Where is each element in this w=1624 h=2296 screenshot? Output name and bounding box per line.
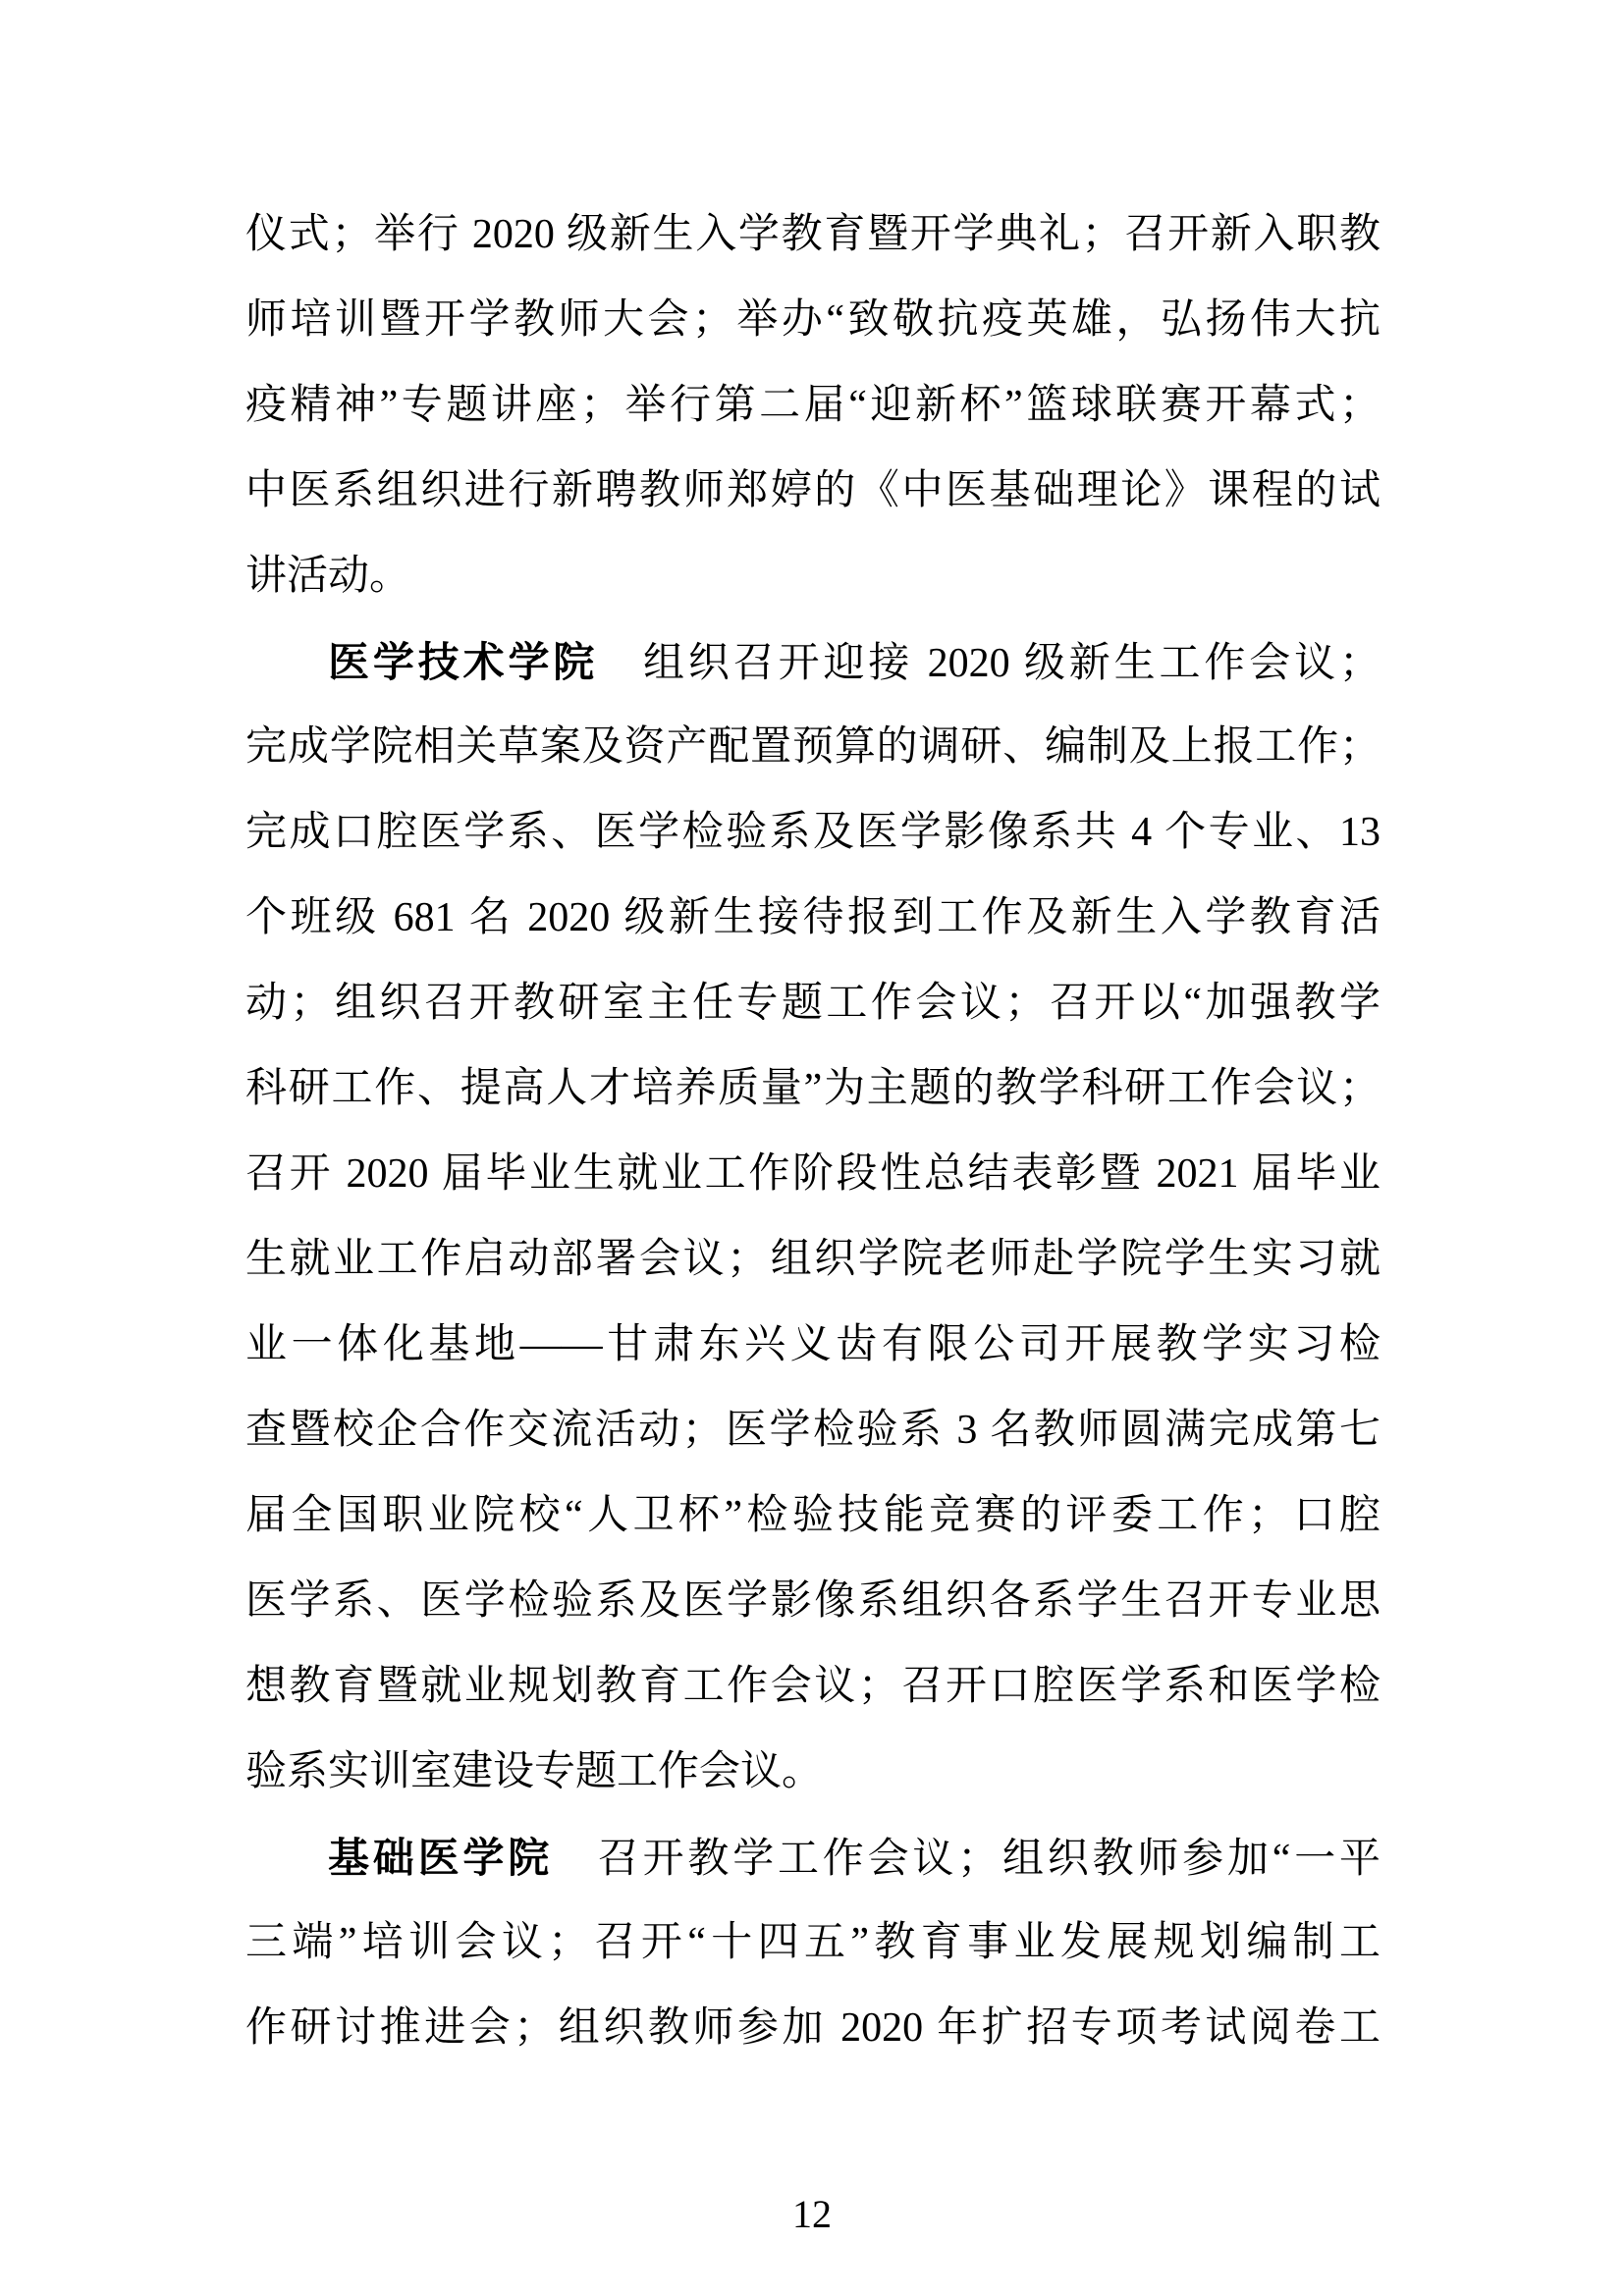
text-line <box>245 619 1380 705</box>
text-line: 召开 2020 届毕业生就业工作阶段性总结表彰暨 2021 届毕业 <box>245 1151 1380 1197</box>
text-line: 动；组织召开教研室主任专题工作会议；召开以“加强教学 <box>245 981 1380 1026</box>
text-line: 中医系组织进行新聘教师郑婷的《中医基础理论》课程的试 <box>245 468 1380 513</box>
page-number: 12 <box>792 2192 832 2236</box>
text-line: 届全国职业院校“人卫杯”检验技能竞赛的评委工作；口腔 <box>245 1493 1380 1538</box>
paragraph-continuation <box>245 192 1380 619</box>
text-line <box>245 1815 1380 1900</box>
paragraph-medical-technology-college <box>245 619 1380 1815</box>
text-line: 业一体化基地——甘肃东兴义齿有限公司开展教学实习检 <box>245 1322 1380 1367</box>
text-line: 查暨校企合作交流活动；医学检验系 3 名教师圆满完成第七 <box>245 1408 1380 1453</box>
line-text: 组织召开迎接 2020 级新生工作会议； <box>598 641 1380 686</box>
text-line: 完成口腔医学系、医学检验系及医学影像系共 4 个专业、13 <box>245 810 1380 855</box>
paragraph-basic-medical-college <box>245 1815 1380 2071</box>
text-line: 个班级 681 名 2020 级新生接待报到工作及新生入学教育活 <box>245 895 1380 940</box>
text-line: 三端”培训会议；召开“十四五”教育事业发展规划编制工 <box>245 1920 1380 1965</box>
line-text: 召开教学工作会议；组织教师参加“一平 <box>553 1837 1380 1882</box>
text-line: 医学系、医学检验系及医学影像系组织各系学生召开专业思 <box>245 1578 1380 1624</box>
text-line: 验系实训室建设专题工作会议。 <box>245 1749 824 1794</box>
section-lead: 医学技术学院 <box>328 639 599 685</box>
section-lead: 基础医学院 <box>328 1835 553 1881</box>
text-line: 讲活动。 <box>245 554 411 599</box>
text-body <box>245 192 1380 2071</box>
text-line: 作研讨推进会；组织教师参加 2020 年扩招专项考试阅卷工 <box>245 2005 1380 2051</box>
text-line: 仪式；举行 2020 级新生入学教育暨开学典礼；召开新入职教 <box>245 212 1380 257</box>
text-line: 师培训暨开学教师大会；举办“致敬抗疫英雄，弘扬伟大抗 <box>245 297 1380 343</box>
text-line: 疫精神”专题讲座；举行第二届“迎新杯”篮球联赛开幕式； <box>245 383 1380 428</box>
text-line: 科研工作、提高人才培养质量”为主题的教学科研工作会议； <box>245 1066 1380 1111</box>
text-line: 生就业工作启动部署会议；组织学院老师赴学院学生实习就 <box>245 1237 1380 1282</box>
text-line: 完成学院相关草案及资产配置预算的调研、编制及上报工作； <box>245 724 1380 770</box>
text-line: 想教育暨就业规划教育工作会议；召开口腔医学系和医学检 <box>245 1664 1380 1709</box>
